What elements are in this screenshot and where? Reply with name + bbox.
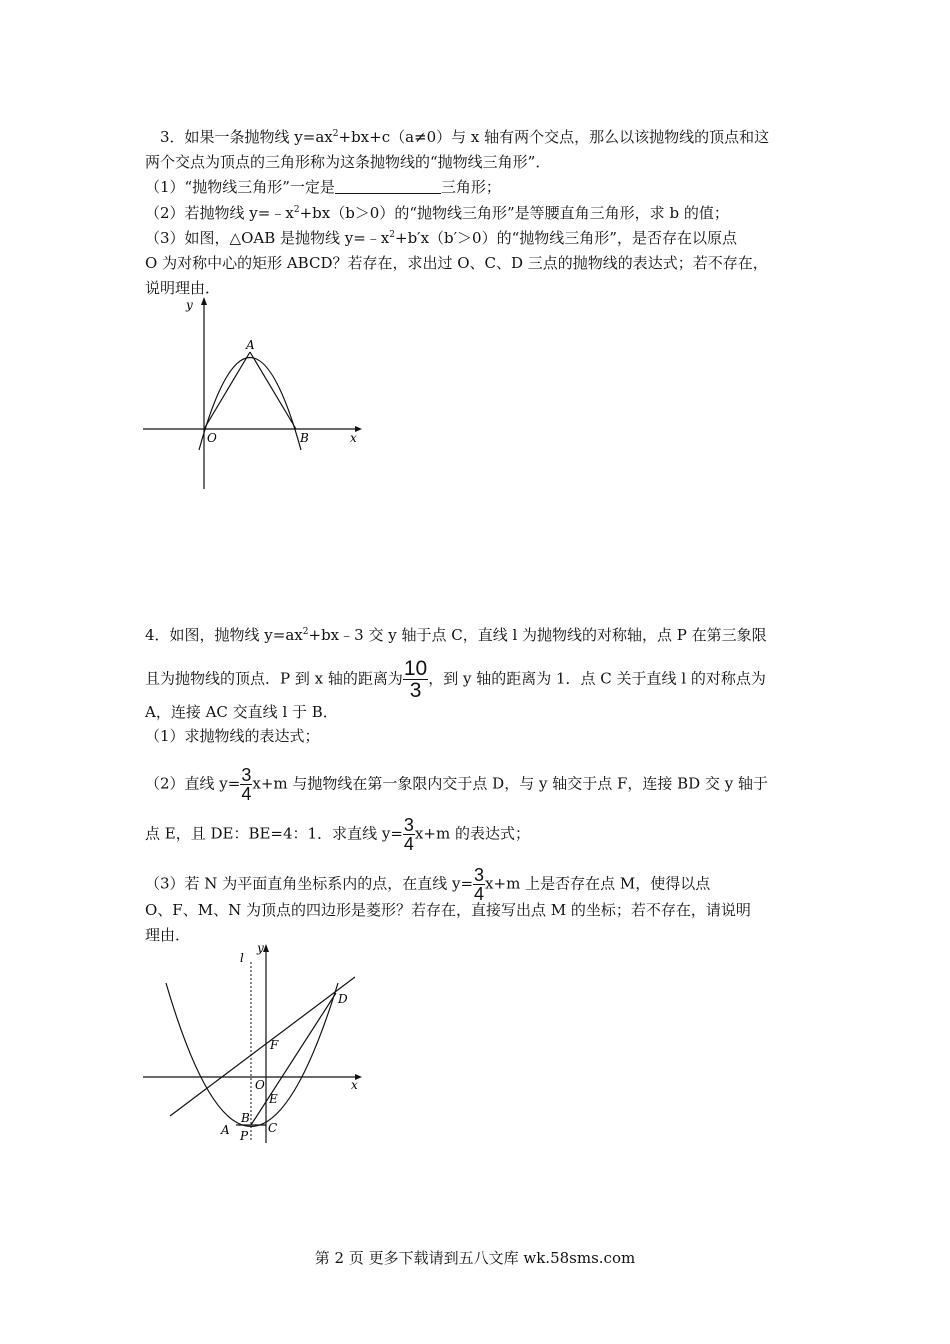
origin-label: O — [207, 431, 217, 445]
q4-line-1: 4．如图，抛物线 $y=ax^2+bx﹣3$ 交 y 轴于点 C，直线 l 为抛物线的对称轴，点 P 在第三象限 — [145, 626, 767, 644]
line-l-label: l — [240, 951, 244, 965]
page-footer: 第 2 页 更多下载请到五八文库 wk.58sms.com — [314, 1249, 636, 1267]
q4-figure — [140, 940, 370, 1145]
q4-part-3-line-2: O、F、M、N 为顶点的四边形是菱形？若存在，直接写出点 M 的坐标；若不存在，请说明 — [145, 901, 751, 919]
y-axis-arrow — [201, 297, 207, 305]
q4-part-2: （2）直线 y= $\frac{3}{4}$ x+m 与抛物线在第一象限内交于点 D，与 y 轴交于点 F，连接 BD 交 y 轴于 — [145, 765, 768, 804]
origin-label: O — [255, 1078, 265, 1092]
q4-part-1: （1）求抛物线的表达式； — [145, 727, 320, 745]
fraction-3-4: $\frac{3}{4}$ — [474, 865, 485, 904]
q3-line-2: 两个交点为顶点的三角形称为这条抛物线的“抛物线三角形”． — [145, 153, 551, 171]
q3-part-1: （1）“抛物线三角形”一定是 三角形； — [145, 178, 501, 196]
q4-part-3-line-3: 理由． — [145, 926, 191, 944]
point-E-label: E — [269, 1092, 278, 1106]
point-B-label: B — [300, 431, 309, 445]
x-axis-label: x — [351, 1078, 358, 1092]
q3-part-2: （2）若抛物线 $y=﹣x^2+bx(b>0)$的“抛物线三角形”是等腰直角三角形，求 b 的值； — [145, 204, 729, 222]
fraction-3-4: $\frac{3}{4}$ — [241, 765, 252, 804]
answer-blank — [335, 179, 441, 194]
segment-OA — [204, 352, 250, 429]
q3-part-3-line-3: 说明理由． — [145, 279, 221, 297]
q3-line-1: 3．如果一条抛物线 $y=ax^2+bx+c(a\ne 0)$与 x 轴有两个交点，那么以该抛物线的顶点和这 — [160, 128, 770, 146]
fraction-3-4: $\frac{3}{4}$ — [403, 815, 414, 854]
q4-part-3: （3）若 N 为平面直角坐标系内的点，在直线 y= $\frac{3}{4}$ x+m 上是否存在点 M，使得以点 — [145, 865, 711, 904]
point-D-label: D — [338, 992, 348, 1006]
point-P-label: P — [240, 1129, 249, 1143]
y-axis-label: y — [257, 941, 264, 955]
y-axis-arrow — [263, 944, 269, 952]
q3-part-3: （3）如图，△OAB 是抛物线 $y=﹣x^2+b'x(b'>0)$的“抛物线三角形”，是否存在以原点 — [145, 229, 737, 247]
segment-AB — [250, 352, 296, 429]
y-axis-label: y — [186, 298, 193, 312]
x-axis-label: x — [350, 431, 357, 445]
fraction-10-3: $\frac{10}{3}$ — [403, 657, 428, 702]
q3-part-3-line-2: O 为对称中心的矩形 ABCD？若存在，求出过 O、C、D 三点的抛物线的表达式；若不存在， — [145, 254, 768, 272]
segment-BD — [251, 993, 336, 1125]
line-DF — [170, 977, 355, 1116]
point-A-label: A — [246, 338, 255, 352]
point-A-label: A — [221, 1123, 230, 1137]
point-F-label: F — [270, 1038, 279, 1052]
q4-line-3: A，连接 AC 交直线 l 于 B． — [145, 703, 338, 721]
point-B-label: B — [241, 1111, 250, 1125]
point-C-label: C — [268, 1121, 278, 1135]
q3-figure — [140, 292, 370, 497]
q4-part-2-line-2: 点 E，且 DE：BE=4：1．求直线 y= $\frac{3}{4}$ x+m 的表达式； — [145, 815, 530, 854]
q4-line-2: 且为抛物线的顶点．P 到 x 轴的距离为 $\frac{10}{3}$ ，到 y 轴的距离为 1．点 C 关于直线 l 的对称点为 — [145, 657, 766, 702]
